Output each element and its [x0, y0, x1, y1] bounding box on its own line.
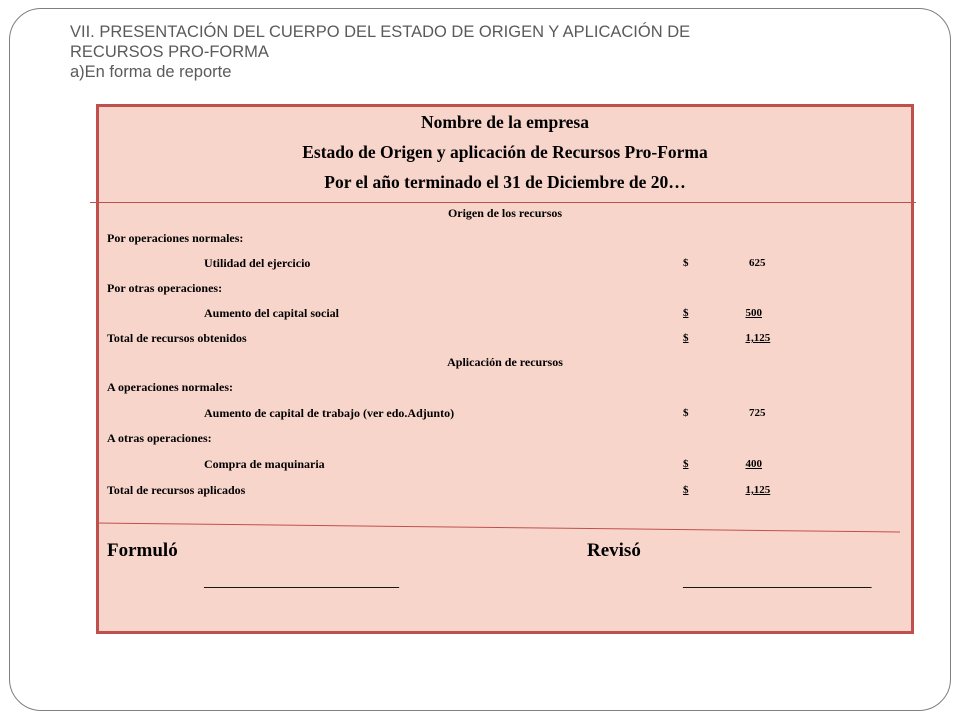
capital-trabajo-currency: $	[683, 407, 689, 419]
aumento-capital-label: Aumento del capital social	[204, 306, 339, 320]
statement-title: Estado de Origen y aplicación de Recursos Pro-Forma	[302, 142, 708, 162]
op-otras-label: Por otras operaciones:	[107, 281, 223, 295]
maquinaria-amount	[683, 458, 762, 470]
origin-heading: Origen de los recursos	[447, 206, 563, 220]
total-aplicados-label: Total de recursos aplicados	[107, 483, 246, 497]
slide-title-line2: RECURSOS PRO-FORMA	[70, 43, 269, 61]
capital-trabajo-label: Aumento de capital de trabajo (ver edo.Adjunto)	[204, 406, 455, 420]
statement-period: Por el año terminado el 31 de Diciembre de 20…	[324, 172, 686, 192]
total-obtenidos-amount	[683, 332, 770, 344]
maquinaria-value: 400	[745, 458, 762, 470]
capital-trabajo-value: 725	[749, 407, 766, 419]
total-obtenidos-label: Total de recursos obtenidos	[107, 331, 247, 345]
aumento-capital-value: 500	[745, 307, 762, 319]
reviso-signature-line: _____________________________	[683, 574, 872, 589]
formulo-label: Formuló	[107, 540, 178, 561]
total-aplicados-value: 1,125	[745, 484, 771, 496]
company-name: Nombre de la empresa	[420, 112, 589, 132]
formulo-signature-line: ______________________________	[204, 574, 399, 589]
report-card	[96, 104, 914, 634]
utilidad-value: 625	[749, 257, 766, 269]
op-normal-label: Por operaciones normales:	[107, 231, 244, 245]
aumento-capital-amount	[683, 307, 801, 319]
reviso-label: Revisó	[587, 540, 641, 561]
utilidad-label: Utilidad del ejercicio	[204, 256, 311, 270]
footer-divider	[96, 520, 902, 536]
application-heading: Aplicación de recursos	[447, 355, 563, 369]
aumento-capital-currency: $	[683, 307, 689, 319]
a-op-otras-label: A otras operaciones:	[107, 431, 212, 445]
total-aplicados-currency: $	[683, 484, 689, 496]
header-divider	[90, 202, 916, 203]
maquinaria-currency: $	[683, 458, 689, 470]
utilidad-currency: $	[683, 257, 689, 269]
total-aplicados-amount	[683, 484, 770, 496]
maquinaria-label: Compra de maquinaria	[204, 457, 325, 471]
total-obtenidos-value: 1,125	[745, 332, 771, 344]
total-obtenidos-currency: $	[683, 332, 689, 344]
slide-subtitle: a)En forma de reporte	[70, 63, 232, 81]
slide-title-line1: VII. PRESENTACIÓN DEL CUERPO DEL ESTADO DE ORIGEN Y APLICACIÓN DE	[70, 23, 691, 41]
slide-title	[70, 22, 890, 82]
a-op-normal-label: A operaciones normales:	[107, 380, 233, 394]
